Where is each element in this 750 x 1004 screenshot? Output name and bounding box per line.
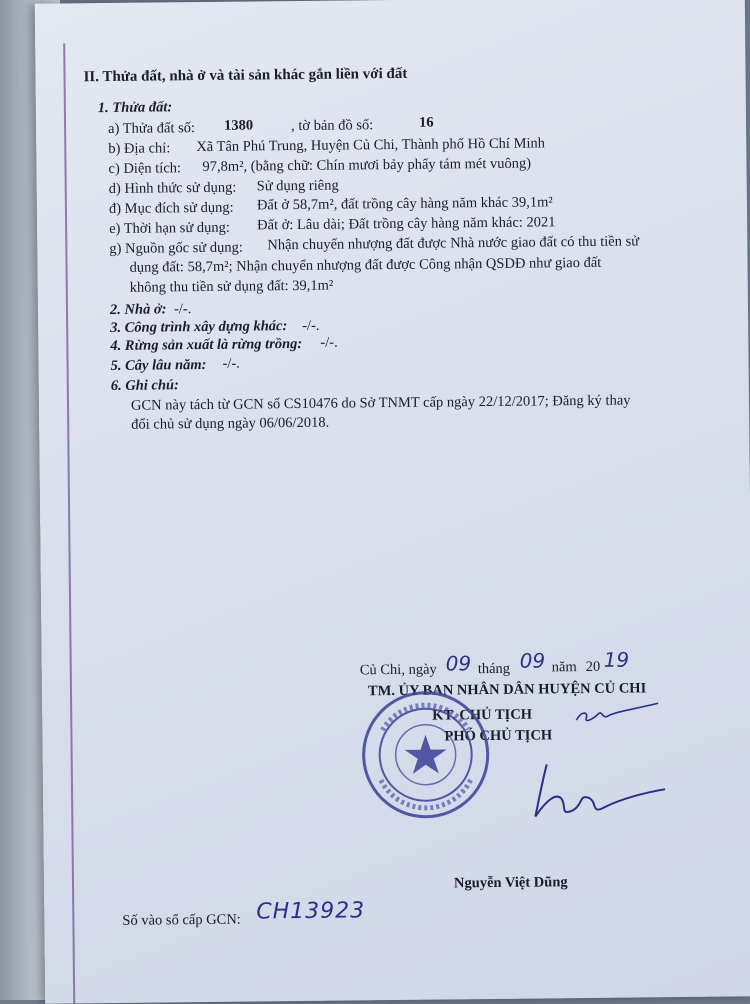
map-sheet-label: , tờ bản đồ số: — [290, 117, 374, 135]
signature-handwritten — [451, 757, 672, 829]
certificate-page — [35, 0, 750, 1004]
parcel-label: a) Thửa đất số: — [108, 120, 196, 137]
registry-number: CH13923 — [256, 898, 366, 925]
construction-value: -/-. — [302, 317, 320, 334]
date-day: 09 — [445, 651, 472, 676]
construction-label: 3. Công trình xây dựng khác: — [110, 318, 288, 336]
usage-purpose-label: đ) Mục đích sử dụng: — [108, 199, 234, 217]
address-label: b) Địa chỉ: — [108, 140, 171, 157]
margin-line — [63, 43, 75, 1003]
address-value: Xã Tân Phú Trung, Huyện Củ Chi, Thành phố Hồ Chí Minh — [196, 135, 546, 156]
origin-label: g) Nguồn gốc sử dụng: — [109, 239, 243, 257]
usage-term-value: Đất ở: Lâu dài; Đất trồng cây hàng năm khác: 2021 — [257, 214, 556, 234]
issuing-authority: TM. ỦY BAN NHÂN DÂN HUYỆN CỦ CHI — [367, 680, 647, 700]
area-value: 97,8m², (bằng chữ: Chín mươi bảy phẩy tám mét vuông) — [202, 155, 532, 175]
forest-value: -/-. — [320, 334, 338, 351]
house-value: -/-. — [173, 301, 192, 318]
parcel-number: 1380 — [223, 117, 254, 134]
house-label: 2. Nhà ở: — [109, 301, 167, 318]
usage-form-label: d) Hình thức sử dụng: — [108, 179, 237, 197]
signer-name: Nguyễn Việt Dũng — [453, 874, 568, 892]
date-year-label: năm — [551, 659, 577, 676]
date-year-prefix: 20 — [585, 658, 601, 676]
vice-chairman-title: PHÓ CHỦ TỊCH — [444, 727, 553, 745]
origin-line-1: Nhận chuyển nhượng đất được Nhà nước giao đất có thu tiền sử — [267, 233, 640, 254]
usage-form-value: Sử dụng riêng — [256, 177, 339, 195]
on-behalf-chairman: KT. CHỦ TỊCH — [432, 706, 533, 724]
area-label: c) Diện tích: — [108, 160, 182, 177]
date-month-label: tháng — [477, 660, 511, 678]
date-year-suffix: 19 — [603, 647, 630, 672]
perennial-label: 5. Cây lâu năm: — [110, 356, 207, 374]
forest-label: 4. Rừng sản xuất là rừng trồng: — [110, 335, 303, 354]
usage-purpose-value: Đất ở 58,7m², đất trồng cây hàng năm khác 39,1m² — [256, 194, 553, 214]
origin-line-3: không thu tiền sử dụng đất: 39,1m² — [129, 277, 334, 296]
map-sheet-number: 16 — [418, 114, 434, 131]
initial-mark — [572, 697, 662, 728]
registry-label: Số vào sổ cấp GCN: — [122, 911, 241, 929]
notes-line-2: đổi chủ sử dụng ngày 06/06/2018. — [131, 414, 330, 433]
land-heading: 1. Thửa đất: — [97, 99, 173, 117]
perennial-value: -/-. — [222, 355, 240, 372]
date-place: Củ Chi, ngày — [359, 661, 437, 679]
notes-line-1: GCN này tách từ GCN số CS10476 do Sở TNMT cấp ngày 22/12/2017; Đăng ký thay — [130, 392, 631, 414]
notes-label: 6. Ghi chú: — [110, 377, 179, 394]
date-month: 09 — [519, 648, 546, 673]
origin-line-2: dụng đất: 58,7m²; Nhận chuyển nhượng đất được Công nhận QSDĐ như giao đất — [129, 254, 602, 276]
section-title: II. Thửa đất, nhà ở và tài sản khác gắn liền với đất — [83, 65, 408, 86]
usage-term-label: e) Thời hạn sử dụng: — [109, 219, 231, 237]
